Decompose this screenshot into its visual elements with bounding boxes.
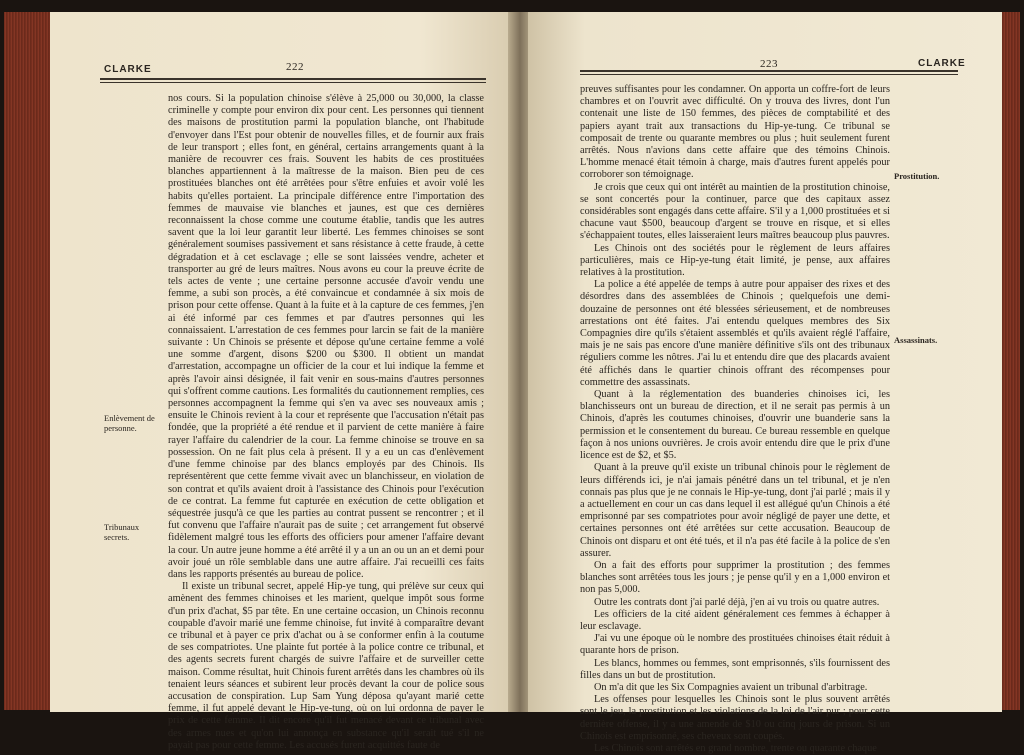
paragraph: Les offenses pour lesquelles les Chinois sont le plus souvent arrêtés sont le jeu, la prostitution et les violations de la loi de l'air pur ; pour cette dernière offense, il y a une amende de $10 ou cinq jours de prison. Si un Chinois est emprisonné, ses cheveux sont coupés. (580, 694, 890, 742)
paragraph: On a fait des efforts pour supprimer la prostitution ; des femmes blanches sont arrêtées tous les jours ; je pense qu'il y en a 1,000 environ et non pas 5,000. (580, 559, 890, 596)
margin-note-enlevement: Enlèvement de personne. (104, 413, 155, 433)
right-header-rule-thin (580, 74, 958, 75)
left-header-rule-thin (100, 82, 486, 83)
paragraph: Je crois que ceux qui ont intérêt au maintien de la prostitution chinoise, se sont concertés pour la continuer, parce que des capitaux assez considérables sont engagés dans cette affaire. S'il y a 1,000 prostituées et si chacune vaut $500, beaucoup d'argent se trouve en risque, et si elles s'échappaient toutes, elles laisseraient leurs maîtres beaucoup plus pauvres. (580, 181, 890, 242)
left-running-head: CLARKE (104, 64, 152, 75)
book-page-edges-right (1000, 12, 1020, 710)
paragraph: nos cours. Si la population chinoise s'élève à 25,000 ou 30,000, la classe criminelle y compte pour environ dix pour cent. Les personnes qui tiennent des maisons de prostitution parmi la population blanche, ont l'habitude d'envoyer dans l'Est pour obtenir de nouvelles filles, et de fournir aux frais de leur transport ; elles font, en général, certains arrangements quant à la manière de recouvrer ces frais. Souvent les habits de ces prostituées blanches appartiennent à la maîtresse de la maison. Bien peu de ces prostituées blanches ont été arrêtées pour s'être enfuies et avoir volé les habits qu'elles portaient. La principale différence entre l'importation des femmes de mauvaise vie blanches et jaunes, est que ces dernières reconnaissent la chose comme une coutume établie, tandis que les autres savent que la loi leur garantit leur liberté. Les femmes chinoises se sont généralement soumises passivement et sans résistance à cette fraude, à cette dégradation et à cet esclavage ; elle se sont laissées vendre, acheter et transporter au gré de leurs maîtres. Nous avons eu cour la preuve écrite de tels actes de vente ; une certaine personne accusée d'avoir vendu une femme, a subi son procès, a été convaincue et condamnée à six mois de prison pour cette offense. Quant à la fuite et à la capture de ces femmes, j'en ai été informé par ces femmes et par d'autres personnes qui les connaissaient. L'arrestation de ces femmes pour larcin se fait de la manière suivante : Un Chinois se présente et dépose qu'une certaine femme a volé une somme d'argent, disons $200 ou $300. Il obtient un mandat d'arrestation, accompagne un officier de la cour et lui indique la femme et après l'avoir ainsi désignée, il fait venir en sous-mains d'autres personnes qui s'offrent comme cautions. Les formalités du cautionnement remplies, ces personnes accompagnent la femme qui s'en va avec ses nouveaux amis ; ensuite le Chinois revient à la cour et représente que l'accusation n'était pas fondée, que la propriété a été rendue et il parvient de cette manière à faire rayer l'affaire du calendrier de la cour. La femme chinoise se trouve en sa possession. On ne fait plus cela à présent. Il y a eu un cas d'enlèvement d'une femme chinoise par des blancs employés par des Chinois. Ils représentèrent que cette femme vivait avec un blanchisseur, en violation de son contrat et qu'ils avaient droit à l'assistance des Chinois pour l'exécution de ce contrat. La femme fut capturée en exécution de cette obligation et séquestrée jusqu'à ce que les parties au contrat pussent se rencontrer ; et il fut convenu que l'affaire n'aurait pas de suite ; cet arrangement fut observé fidèlement malgré tous les efforts des officiers pour amener l'affaire devant la cour. Un autre jeune homme a été arrêté il y a un an ou un an et demi pour avoir joué un rôle semblable dans une autre affaire. J'ai recueilli ces faits dans les rapports présentés au bureau de police. (168, 93, 484, 580)
book-page-edges-left (4, 12, 52, 710)
paragraph: Quant à la réglementation des buanderies chinoises ici, les blanchisseurs ont un bureau de direction, et il ne serait pas permis à un Chinois, d'après les coutumes chinoises, d'ouvrir une buanderie sans la permission et le consentement du bureau. Ce bureau ressemble en quelque façon à nos unions ouvrières. Je crois avoir entendu dire que le prix d'une licence est de $2, et $5. (580, 389, 890, 462)
left-body-text (168, 93, 484, 752)
paragraph: J'ai vu une époque où le nombre des prostituées chinoises était réduit à quarante hors de prison. (580, 633, 890, 657)
paragraph: Les Chinois sont arrêtés en grand nombre, trente ou quarante chaque (594, 742, 877, 754)
margin-note-assassinats: Assassinats. (894, 335, 938, 345)
right-running-head: CLARKE (918, 58, 966, 69)
paragraph: preuves suffisantes pour les condamner. On apporta un coffre-fort de leurs chambres et on l'ouvrit avec difficulté. On y trouva des livres, dont l'un contenait une liste de 150 femmes, des pièces de comptabilité et des papiers ayant trait aux transactions du Hip-ye-tung. Ce tribunal se composait de trente ou quarante membres ou plus ; huit seulement furent arrêtés. Nous n'avions dans cette affaire que des témoins Chinois. L'homme menacé était témoin à charge, mais d'autres furent appelés pour corroborer son témoignage. (580, 84, 890, 181)
paragraph: On m'a dit que les Six Compagnies avaient un tribunal d'arbitrage. (594, 681, 868, 693)
paragraph: Les officiers de la cité aident généralement ces femmes à échapper à leur esclavage. (580, 608, 890, 632)
paragraph: Les blancs, hommes ou femmes, sont emprisonnés, s'ils fournissent des filles dans un but de prostitution. (580, 657, 890, 681)
right-header-rule (580, 70, 958, 72)
margin-note-tribunaux: Tribunaux secrets. (104, 522, 140, 542)
paragraph: Il existe un tribunal secret, appelé Hip-ye tung, qui prélève sur ceux qui amènent des femmes chinoises et les marient, quelque impôt sous forme d'un prix d'achat, $5 par tête. En une certaine occasion, un Chinois reconnu coupable d'avoir marié une femme chinoise, fut invité à comparaître devant ce tribunal et à payer ce prix d'achat ou à se conformer enfin à la coutume de ses compatriotes. Une plainte fut portée à la police contre ce tribunal, et des agents secrets furent chargés de suivre l'affaire et de surveiller cette maison. Comme résultat, huit Chinois furent arrêtés dans les chambres où ils tenaient leurs séances et subirent leur procès devant la cour de police sous accusation de conspiration. Lup Sam Yung déposa qu'ayant marié cette femme, il fut appelé devant le Hip-ye-tung, où on lui ordonna de payer le prix de cette femme. Il dit encore qu'il fut menacé devant ce tribunal avec des armes nues et qu'on lui annonça en substance qu'il serait tué s'il ne payait pas pour cette femme. Les accusés furent acquittés faute de (168, 581, 484, 751)
paragraph: La police a été appelée de temps à autre pour appaiser des rixes et des désordres dans des assemblées de Chinois ; quelquefois une demi-douzaine de personnes ont été blessées sérieusement, et de nombreuses arrestations ont été faites. J'ai entendu quelques membres des Six Compagnies dire qu'ils s'étaient assemblés et qu'ils avaient réglé l'affaire, mais je ne sais pas encore d'une manière définitive s'ils ont des tribunaux réguliers comme les nôtres. J'ai lu et entendu dire que des placards avaient été affichés dans le quartier chinois offrant des récompenses pour commettre des assassinats. (580, 279, 890, 388)
paragraph: Outre les contrats dont j'ai parlé déjà, j'en ai vu trois ou quatre autres. (594, 596, 880, 608)
margin-note-prostitution: Prostitution. (894, 171, 940, 181)
left-header-rule (100, 78, 486, 80)
right-body-text (580, 84, 890, 755)
paragraph: Les Chinois ont des sociétés pour le règlement de leurs affaires particulières, mais ce Hip-ye-tung était limité, je pense, aux affaires relatives à la prostitution. (580, 242, 890, 279)
right-page-number: 223 (760, 58, 778, 70)
paragraph: Quant à la preuve qu'il existe un tribunal chinois pour le règlement de leurs différends ici, je n'ai jamais pénétré dans un tel tribunal, et je n'en connais pas plus que je ne connais le Hip-ye-tung, dont j'ai parlé ; mais il y a actuellement en cour un cas dans lequel il est allégué qu'un Chinois a été emprisonné par ses compatriotes pour avoir négligé de payer une dette, et certaines personnes ont été arrêtées sur cette accusation. Beaucoup de Chinois ont disparu et ont été tués, et il n'a pas été facile à la police de s'en assurer. (580, 462, 890, 559)
left-page-number: 222 (286, 61, 304, 73)
